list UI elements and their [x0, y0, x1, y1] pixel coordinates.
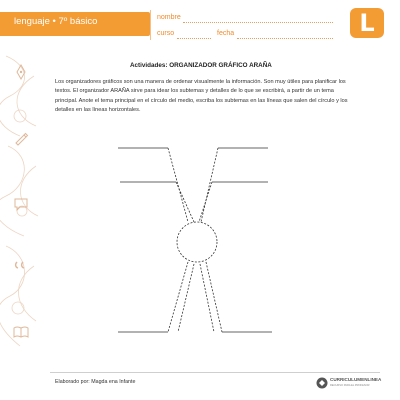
badge-letter: L [359, 9, 375, 37]
subtopic-line-top-left-outer[interactable] [168, 148, 188, 222]
footer-divider [50, 372, 380, 373]
name-label: nombre [157, 14, 181, 21]
subtopic-line-top-right-outer[interactable] [201, 148, 218, 222]
student-fields [150, 10, 337, 40]
activity-title: Actividades: ORGANIZADOR GRÁFICO ARAÑA [130, 62, 272, 69]
date-line[interactable] [237, 38, 333, 39]
name-line[interactable] [183, 22, 333, 23]
logo-subtitle: RECURSO PARA EL PROFESOR [330, 384, 370, 387]
date-label: fecha [217, 30, 235, 37]
spider-organizer [108, 140, 308, 350]
course-label: curso [157, 30, 175, 37]
course-line[interactable] [177, 38, 211, 39]
pen-nib-icon [13, 64, 29, 80]
subtopic-line-top-left-inner[interactable] [176, 182, 194, 222]
pencil-icon [13, 130, 29, 146]
subtopic-line-bottom-left-outer[interactable] [168, 262, 188, 332]
quote-icon [13, 258, 29, 274]
main-topic-circle[interactable] [177, 222, 217, 262]
speech-bubble-icon [13, 196, 29, 212]
footer-credit: Elaborado por: Magda ena Infante [55, 379, 136, 385]
subtopic-line-top-right-inner[interactable] [199, 182, 212, 222]
open-book-icon [13, 324, 29, 340]
subtopic-line-bottom-left-inner[interactable] [178, 264, 194, 332]
logo-title: CURRICULUMENLINEA [330, 377, 382, 382]
subject-label: lenguaje • 7º básico [14, 16, 98, 27]
curriculum-logo [316, 375, 386, 391]
header [0, 0, 400, 46]
left-decoration [0, 46, 42, 366]
activity-instructions: Los organizadores gráficos son una manera de ordenar visualmente la información. Son muy útiles para planificar los textos. El organizador ARAÑA sirve para idear los subtemas y detalles de lo que se escribirá, a partir de un tema principal. Anote el tema principal en el círculo del medio, escriba los subtemas en las líneas que salen del círculo y los detalles en las líneas horizontales. [55, 79, 348, 114]
subject-badge [350, 8, 384, 38]
curriculum-logo-icon [316, 377, 328, 389]
subtopic-line-bottom-right-outer[interactable] [206, 262, 222, 332]
subtopic-line-bottom-right-inner[interactable] [200, 264, 214, 332]
